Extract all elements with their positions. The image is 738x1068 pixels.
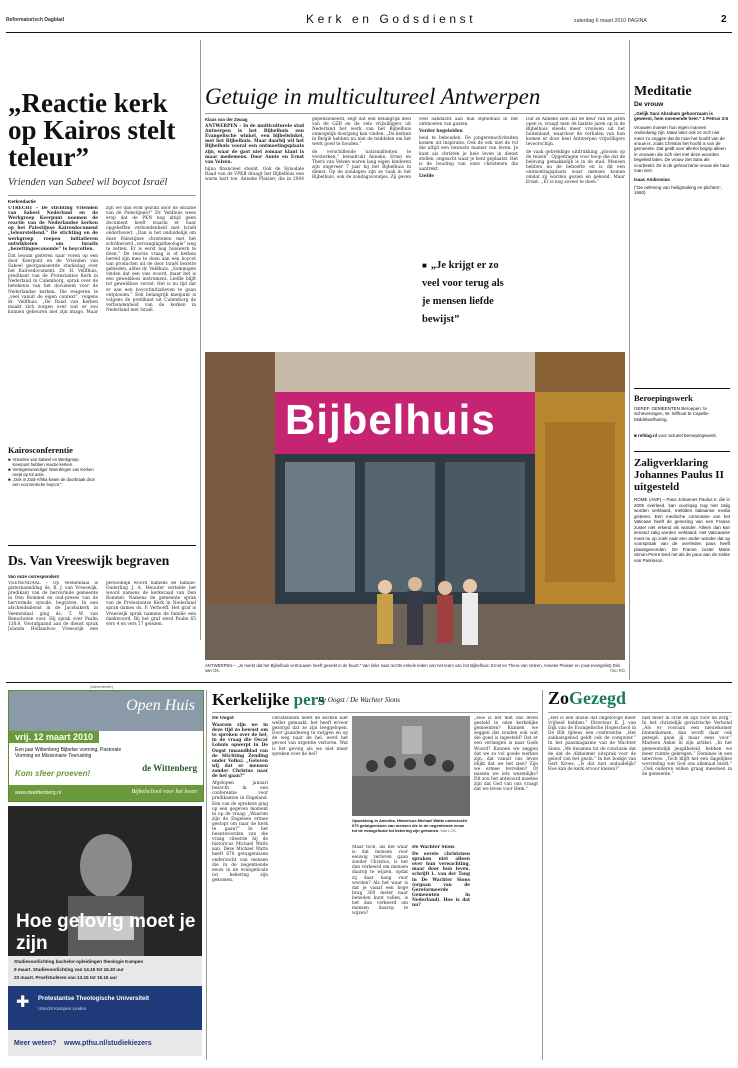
box-item: ■ „Ook in Zuid-Afrika kwam de doorbraak door een economische boycot.”: [8, 477, 95, 487]
bullet-icon: ■: [8, 457, 11, 462]
kp-source-1: De Oogst: [212, 716, 234, 721]
issue-date: zaterdag 6 maart 2010 PAGINA: [574, 18, 647, 24]
zg-quotes-1: „Het is een illusie dat ongelovige meer vrijheid hebben.” Directeur K. J. van Dijk van de Evangelische Hogeschool in De Bilt tijdens een conferentie. „Het sabbatsgebod geldt ook de computer.” In het paasmagazine van de Wachter Sions. „We kwamen tot de conclusie dat de dat de Alzheimer uitsprak voor de geloof van het gezin.” In het boekje van Gert Kroes. „Is dat niet onduidelijk? Hoe kan de kerk ervoor kiezen?”: [548, 716, 636, 772]
kp-col-3: [352, 845, 408, 1060]
box-title: Kairosconferentie: [8, 445, 73, 455]
zg-col-1: [548, 716, 636, 1060]
wittenberg-ad[interactable]: [8, 690, 204, 802]
kp-body-4: „Hoe is het met ons leven gesteld in onze kerkelijke gemeenten? Kunnen we zeggen dat zouden ook wat die goed is ingesteld? Dat er een verlangen is naar Gods Woord? Kunnen we zeggen dat we zo vol goede werken zijn, dat vanuit ons leven blijkt dat we het zien? Zijn we ermee tevreden? Of missen we iets wezenlijks? Dit zou het antwoord moeten zijn dat God van ons vraagt dat we leven voor Hem.”: [474, 716, 538, 793]
wittenberg-logo: de Wittenberg: [142, 763, 197, 773]
section-title: Kerk en Godsdienst: [306, 12, 477, 26]
masthead: [6, 7, 732, 29]
quote-marker-icon: ■: [422, 261, 427, 270]
pull-quote: ■ „Je krijgt er zo veel voor terug als je mensen liefde bewijst”: [422, 255, 514, 335]
kp-body-2: christendom heeft de kerken niet weller gemaakt, het heeft ervoor gezorgd dat ze zijn leeggelopen. Door gaandeweg te zwijgen en op de weg naar de hel, werd het gevoel van urgentie verloren. Wat is het gevolg als we niet meer spreken over de hel?: [272, 716, 348, 757]
kp-col-3b: [412, 845, 470, 1060]
meditatie-author: Isaac Ambrosius: [634, 177, 670, 183]
pthu-date-1: 9 maart. Studievoorlichting van 14.15 tot 16.30 uur: [14, 967, 124, 972]
photo-credit: foto RD: [610, 668, 625, 674]
vreeswijk-headline: Ds. Van Vreeswijk begraven: [8, 553, 170, 568]
kerkelijke-pers-source: De Oogst / De Wachter Sions: [318, 696, 400, 704]
col-divider-right: [629, 40, 630, 680]
kp-col-1: [212, 716, 268, 1060]
meditatie-note: ("De oefening van heiligmaking en plichten", 1660): [634, 184, 722, 196]
vreeswijk-byline: Van onze correspondent: [8, 574, 59, 579]
arrow-icon: ■: [634, 433, 637, 438]
kerkelijke-pers-title: Kerkelijke pers: [212, 690, 325, 709]
ad-label: (Advertentie): [90, 684, 113, 689]
photo-caption: ANTWERPEN – „Je merkt dat het Bijbelhuis vertrouwen heeft gewekt in de buurt.” Van links naar rechts enkele leden van het team van het Bijbelhuis: Ernst en Thera van Velzen, Anneke Plaisier en (oud-evangelist) Dini van Os. foto RD: [205, 663, 625, 674]
ad-cta: Kom sfeer proeven!: [15, 769, 91, 778]
antwerpen-lead: ANTWERPEN – In de multiculturele stad Antwerpen is het Bijbelhuis een Evangelische winkel, een bijbelwinkel, met het Bijbelhuis. Maar daarbij wil het Bijbelhuis vooral een ontmoetingsplaats zijn, waar de gast niet zomaar klant is maar medemens. Door Annie en Ernst van Velzen.: [205, 124, 304, 165]
pthu-name: Protestantse Theologische Universiteit: [38, 996, 150, 1002]
left-section-rule: [8, 545, 196, 546]
kairos-body: Dat lewam gisteren naar voren op een door Keerpunt en de Vrienden van Sabeel georganiseerde studiedag over het Kairosdocument. Dr. H. Vellfhuis, predikant van de Protestantse Kerk in Nederland in Culemborg, sprak over de betekenis van het document voor de Nederlandse kerken. Die reageren te „veel vanuit de eigen context”, volgens dr. Vellfhuis. „De Raad van Kerken maakt zich zorgen over wat er zou kunnen gebeuren met zijn imago. Maar zijn we dan echt gezuld door de situatie van de Palestijnen?” Dr. Veldhuis wees erop dat de PKN nog altijd geen document heeft waarin er haar opgeheffen verbondenheid met Israël onderbouwt. „Dan is het onduidelijk om deze Palestijnse christenen met het schrikwoord „vervangingstheologie” weg te zetten. Er is eerst nog huiswerk te doen.” De reactie vraag is of kerken bereid zijn mee te doen aan een boycot van producten uit de door Israël bezette gebieden, aldus dr. Veldhuis. „Sommigen vinden dat een vies woord, maar het is een geweldloos instrument. Liefde blijft tot geweldloos verzet. Het is nu tijd dat er aan een boycotinitiatieven te gaan ontplooien.” Een belangrijk knelpunt is volgens de predikant uit Culemborg de verbondenheid van de kerken in Nederland met Israël.: [8, 206, 196, 315]
zaligverklaring-body: ROME (ANP) – Paus Johannes Paulus II, die in 2005 overleed, kan voorlopig nog niet zalig worden verklaard, meldden Italiaanse media gisteren. Een medische commissie van het Vaticaan heeft de genezing van een Franse zuster niet erkend als wonder. Alleen dan kan iemand zalig worden verklaard. Het Vaticaanse moet nu op zoek naar een ander wonder dat op voorspraak van de overleden paus heeft plaatsgevonden. De Franse zuster Marie Simon-Pierre leed net als de paus aan de ziekte van Parkinson.: [634, 497, 730, 563]
paper-name: Reformatorisch Dagblad: [6, 17, 65, 23]
revival-photo-illustration: [352, 716, 470, 816]
zg-col-2: [642, 716, 732, 1060]
right-rule-2: [634, 451, 730, 452]
kairos-subhead: Vrienden van Sabeel wil boycot Israël: [8, 177, 168, 188]
box-item: ■ Vertegenwoordiger Woerdingen van Kerken roept op tot actie.: [8, 467, 94, 477]
bijbelhuis-photo: [205, 352, 625, 660]
pthu-logo-icon: ✚: [16, 994, 30, 1011]
kairos-lead: UTRECHT – De stichting Vrienden van Sabeel Nederland en de Werkgroep Keerpunt noemen de reactie van de Nederlandse kerken op het Palestijnse Kairosdocument „teleurstellend.” De stichting en de werkgroep roepen initiatieven ontwikkelen om Israëls „bezettingseconomie” te boycotten.: [8, 206, 98, 252]
right-rule-1: [634, 388, 730, 389]
zg-title-rule: [548, 712, 732, 713]
kp-title-rule: [212, 712, 538, 713]
zaligverklaring-headline: Zaligverklaring Johannes Paulus II uitgesteld: [634, 457, 724, 493]
refdag-link[interactable]: ■ refdag.nl voor actueel beroepingswerk.: [634, 433, 718, 438]
antwerpen-col2: de verschillende nationaliteiten te versterken,” benadrukt Anneke. Ernst en Thera van Velzen waren lang eigen kinderen zijn ongeveer 7 jaar bij het Bijbelhuis in dienst. Op de zondagen zijn ze vaak in het Bijbelhuis, ook de zondagavondjes. Zij geven veel aandacht aan hun Bijbelhuis in het ontmoeten van gasten.: [312, 117, 518, 181]
open-huis-title: Open Huis: [126, 697, 195, 714]
ad-tagline: Bijbelschool voor het leven: [131, 789, 197, 795]
kp-col-4: [474, 716, 538, 1060]
kp-lead-2: De eerste christenen spraken niet alleen over hun verwachting, maar door hun leven, schrijft L. van der Tang in De Wachter Sions (orgaan van de Gereformeerde Gemeenten in Nederland). Hoe is dat nu?: [412, 852, 470, 909]
col-divider-left: [200, 40, 201, 640]
meditatie-title: De vrouw: [634, 101, 664, 108]
antwerpen-headline: Getuige in multicultureel Antwerpen: [205, 84, 541, 109]
antwerpen-col3: heid te behouden. De jongerenactiviteiten komen uit inspiratie. Ook de ook niet de rol die altijd een bewuste manier van leven. Je kunt als christen je hele leven in dienst stellen, ongeacht waar je bent geplaatst. Het is de houding van onze christenen die aantrekt.: [419, 136, 518, 172]
kp-photo-caption: Opwekking in Amerika. Historicus Michael Watts onderzocht 670 getuigenissen van mensen die in de negentiende eeuw tot de evangelicale tot bekering zijn gekomen. foto LOC: [352, 818, 467, 833]
meditatie-section: Meditatie: [634, 84, 692, 99]
ad-url[interactable]: www.dewittenberg.nl: [15, 790, 61, 796]
kp-source-2: De Wachter Sions: [412, 845, 455, 850]
kp-col-2: [272, 716, 348, 1060]
center-title-rule: [205, 113, 625, 114]
ad-date: vrij. 12 maart 2010: [9, 731, 99, 743]
antwerpen-byline: Klaas van der Zwaag: [205, 117, 248, 122]
kp-body-3: Maar toch, als het waar is dat mensen voor eeuwig verloren gaan zonder Christus, is het dan verkeerd om mensen daarop te wijzen, opdat zij daar bang voor worden? Als het waar is dat je vanaf een hoge brug 300 meter naar beneden kunt vallen, is het dan verkeerd om mensen daarop te wijzen?: [352, 845, 408, 917]
beroepingswerk-title: Beroepingswerk: [634, 393, 693, 403]
col-divider-bottom-2: [542, 690, 543, 1060]
subhead-liefde: Liefde: [419, 173, 434, 179]
page-number: 2: [721, 14, 727, 25]
kp-photo: [352, 716, 470, 816]
kairos-byline: Kerkredactie: [8, 199, 36, 204]
subhead-verder: Verder begeleiden: [419, 129, 463, 135]
kairosconferentie-box: [8, 445, 96, 509]
box-item: ■ Vrienden van Sabeel en Werkgroep Keerpunt hebben reactie kerken.: [8, 457, 79, 467]
left-divider: [8, 195, 196, 196]
meditatie-body: [634, 111, 730, 196]
bottom-section-rule: [6, 682, 732, 683]
meditatie-verse: „Gelijk Sara Abraham gehoorzaam is geweest, hem noemende heer.” 1 Petrus 3:6: [634, 111, 729, 122]
col-divider-bottom-1: [206, 690, 207, 1060]
vreeswijk-article: [8, 581, 196, 633]
pthu-info: Studievoorlichting bachelor-opleidingen theologie Kampen: [14, 959, 144, 964]
masthead-rule: [6, 32, 732, 33]
pthu-headline: Hoe gelovig moet je zijn: [16, 911, 196, 954]
zo-gezegd-title: ZoGezegd: [548, 688, 626, 708]
bullet-icon: ■: [8, 477, 11, 482]
meditatie-text: Vrouwen moeten hun eigen mannen onderdanig zijn. Maar later ook ze zich niet meer zo zeggen dat de man het hoofd van de vrouw is, zoals Christus het hoofd is van de gemeente. Dat geldt voor allerlei begrip alleen in vrouwen die zich niet met deze woorden begeleid laten. De vrouw ziet Sara als voorbeeld. Ze is de gehoorzame vrouw die haar man eert.: [634, 124, 730, 174]
pthu-more: Meer weten?: [14, 1040, 57, 1047]
bijbelhuis-sign: Bijbelhuis: [285, 396, 496, 443]
pthu-url[interactable]: www.pthu.nl/studiekiezers: [64, 1040, 152, 1047]
vreeswijk-body: VEENENDAAL – Op Veenendaal is gisternamiddag ds. B. J. van Vreeswijk, predikant van de hervormde gemeente in Den Bommel en oud-preses van de hervormde synode, begraven. In een afscheidsdienst in de Jacobakerk in Veenendaal ging ds. T. W. van Benschoten voor. Hij sprak over Psalm 138:8. Voorafgaand aan de dienst sprak Jolanda Hollandvoo Vreeswijk een persoonlijk woord namens de familie. Ouderling J. A. Meuuter vertelde het woord namens de kerkeraad van Den Bommel. Namens de gemeente sprak van de Protestantse Kerk in Nederland sprak dames ds. P. Verhoeff. Het graf is Vreeswijk sprak namens de familie een dankwoord. Bij het graf werd Psalm 65 vers 4 en vers 17 gelezen.: [8, 581, 196, 632]
antwerpen-col4: de vaak gebrekkige uitdrukking „plooien op de reizen”. Opgedragen voor hoop die dat de beleving gemakkelijk is in de stad. Mensen hebben nu de behoefte en is dit een ontmoetingsplaats waar mensen komen omdat zij worden gezien en gekend. Maar Ernst: ,,Er is nog zoveel te doen.”: [526, 149, 625, 186]
pthu-date-2: 23 maart. Proefstuderen van 13.15 tot 15.15 uur: [14, 975, 118, 980]
kp-body-1: Afgelopen januari bezocht ik een conferentie voor predikanten in Engeland. Een van de sprekers ging op een gegeven moment in op de vraag: „Waarom zijn de Engelsen ermee gestopt om naar de kerk te gaan?” In het beantwoorden van die vraag citeerde hij de historicus Michael Watts aan. Deze Michael Watts heeft 670 getuigenissen onderzocht van mensen die in de negentiende eeuw in de evangelicale tot bekering zijn gekomen.: [212, 781, 268, 883]
antwerpen-col1: bijna financieel steunt. Ook de Synodale Raad van de VPKB draagt het Bijbelhuis een warm hart toe. Anneke Plaisier, die in 2004 gepensioneerd, zegt dat een belangrijk deel van de GZB en de vele vrijwilligers uit Nederland het werk van het Bijbelhuis onmogelijk doorgang kan vinden. „De kerken in België hebben nu niet de middelen om het werk goed te houden.”: [205, 117, 411, 183]
ad-description: Een jaar Wittenberg Bijbelse vorming, Pastorale Vorming en Missionaire Toerusting: [15, 747, 122, 759]
pthu-ad[interactable]: [8, 806, 202, 1056]
bullet-icon: ■: [8, 467, 11, 472]
antwerpen-liefde-body: Dat ze Anneke zien dat de deur van de jaren open is, vraagt men de laatste jaren op in de Bijbelhuis steeds meer vrouwen uit het buitenland, waardoor de verhalen van hun komen er door heel Antwerpen vrijwilligers tevoorschijn.: [526, 117, 625, 148]
beroepingswerk-body: GEREF. GEMEENTEN Beroepen: te Scheveningen, W. Silfhout te Capelle-Middelwelharing.: [634, 406, 710, 422]
antwerpen-article: [205, 117, 625, 357]
kp-lead-1: Waarom zijn we in deze tijd zo bewust om te spreken over de hel, in de vraag die Oscar Lohuis opwerpt in De Oogst (maandblad van de Stichting Zending onder Volks). „Geloven wij dat er mensen zonder Christus naar de hel gaan?”: [212, 723, 268, 780]
pthu-cities: Utrecht Kampen Leiden: [38, 1006, 87, 1011]
zg-quotes-2: niet meer in orde en zijn voor de zorg.” In het christelijk geriatrische Verbond „Als er vooraan een nieuwkomer binnenkomen, dan wordt daar ook gezegd: gaan jij maar eens voor.” Marleen Ankel in zijn artikel. „In het gemeentelijk jeugdbeleid, hebben we meer ruimte gekregen.” Dominee in een interview. „Toch blijft het een dagelijkse worsteling wat God ons allemaal biedt.” „Ook ouderen willen graag meedoen in de gemeente.”: [642, 716, 732, 778]
kairos-headline: „Reactie kerk op Kairos stelt teleur”: [8, 88, 176, 172]
